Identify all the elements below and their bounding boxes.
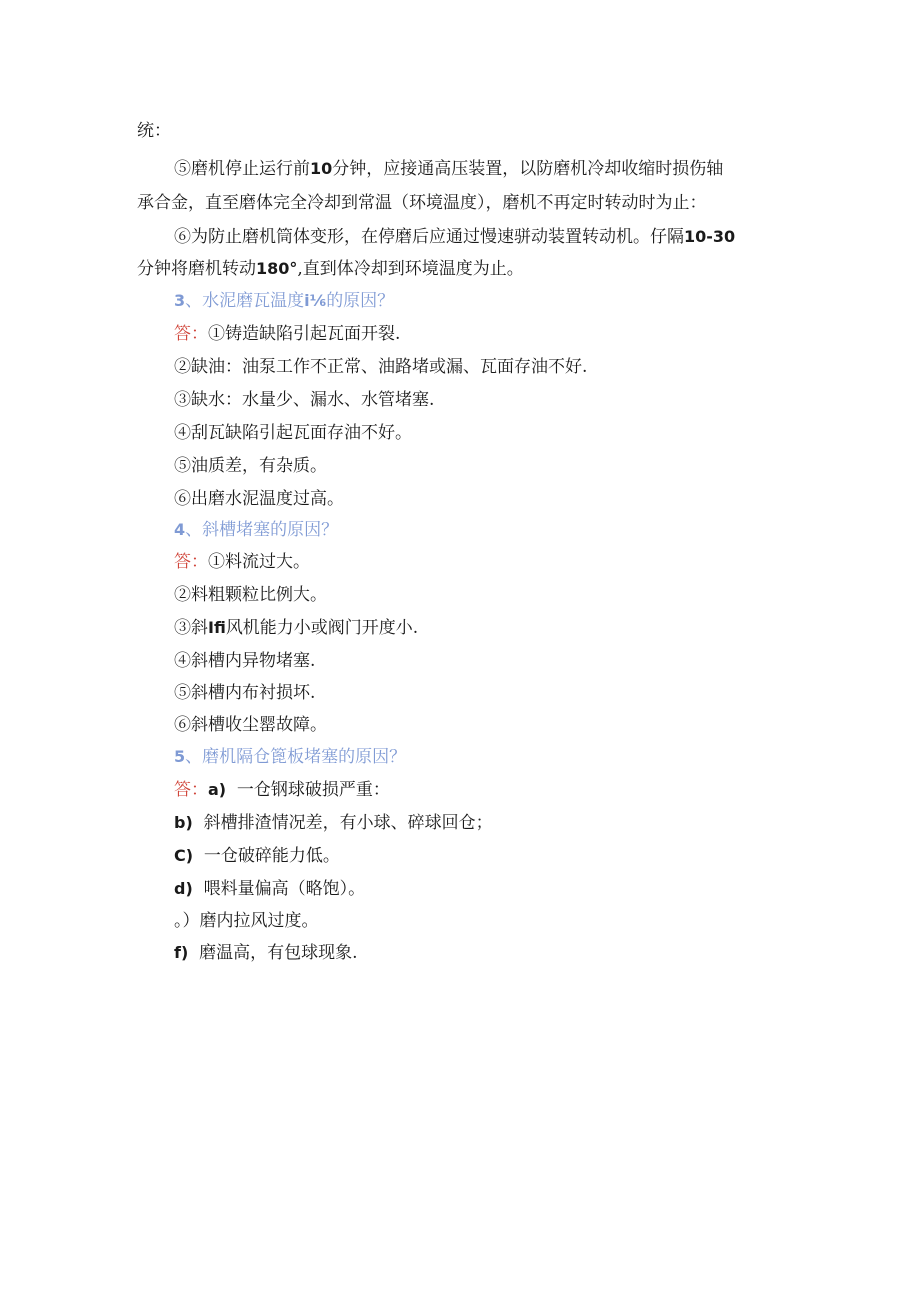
answer-item: ⑥斜槽收尘罂故障。 — [174, 715, 327, 735]
answer-line — [174, 323, 400, 345]
question-heading-5 — [174, 746, 406, 768]
text-fragment: ⑤磨机停止运行前 — [174, 159, 310, 179]
answer-line — [174, 551, 310, 573]
answer-item: ②缺油：油泵工作不正常、油路堵或漏、瓦面存油不好. — [174, 357, 588, 377]
answer-item: 一仓钢球破损严重： — [236, 780, 390, 800]
answer-item: ③斜 — [174, 618, 208, 638]
answer-label: 答： — [174, 552, 208, 572]
answer-line — [174, 682, 315, 704]
answer-line — [174, 942, 358, 964]
text-fragment: 分钟，应接通高压装置，以防磨机冷却收缩时损伤轴 — [332, 159, 724, 179]
answer-line — [174, 422, 412, 444]
answer-line — [174, 878, 365, 900]
text-fragment: ⑥为防止磨机筒体变形，在停磨后应通过慢速骈动装置转动机。仔隔 — [174, 227, 684, 247]
answer-item: 一仓破碎能力低。 — [203, 846, 340, 866]
answer-item: 斜槽排渣情况差，有小球、碎球回仓； — [203, 813, 493, 833]
text-line — [174, 158, 723, 180]
answer-label: 答： — [174, 324, 208, 344]
answer-item: 磨温高，有包球现象. — [199, 943, 358, 963]
answer-item: ④刮瓦缺陷引起瓦面存油不好。 — [174, 423, 412, 443]
answer-item: ⑤斜槽内布衬损坏. — [174, 683, 316, 703]
question-number: 5 — [174, 747, 186, 766]
garbled-fragment: Ifi — [208, 618, 226, 637]
answer-line — [174, 779, 390, 801]
answer-item: ②料粗颗粒比例大。 — [174, 585, 327, 605]
list-marker: b) — [174, 813, 193, 832]
answer-line — [174, 650, 315, 672]
answer-line — [174, 356, 587, 378]
garbled-fragment: i⅙ — [304, 291, 327, 310]
text-line — [137, 258, 524, 280]
number-fragment: 180° — [256, 259, 298, 278]
text-fragment: 分钟将磨机转动 — [137, 259, 256, 279]
answer-line — [174, 584, 327, 606]
list-marker: d) — [174, 879, 193, 898]
list-marker: f) — [174, 943, 189, 962]
question-number: 4 — [174, 520, 186, 539]
answer-line — [174, 389, 434, 411]
answer-item: ⑤油质差，有杂质。 — [174, 456, 327, 476]
number-fragment: 10 — [310, 159, 333, 178]
text-fragment: 统： — [137, 121, 171, 141]
answer-item: ③缺水：水量少、漏水、水管堵塞. — [174, 390, 435, 410]
question-heading-4 — [174, 519, 338, 541]
question-text: 、水泥磨瓦温度 — [185, 291, 305, 311]
answer-line — [174, 617, 418, 639]
question-heading-3 — [174, 290, 394, 312]
answer-item: 。）磨内拉风过度。 — [174, 911, 319, 931]
answer-line — [174, 845, 340, 867]
answer-line — [174, 488, 344, 510]
answer-item: ⑥出磨水泥温度过高。 — [174, 489, 344, 509]
answer-item: 风机能力小或阀门开度小. — [225, 618, 419, 638]
question-text: 、斜槽堵塞的原因？ — [185, 520, 339, 540]
number-fragment: 10-30 — [684, 227, 736, 246]
answer-line — [174, 455, 327, 477]
answer-item: 喂料量偏高（略饱）。 — [203, 879, 366, 899]
list-marker: C) — [174, 846, 194, 865]
answer-line — [174, 714, 327, 736]
answer-line — [174, 910, 319, 932]
answer-item: ④斜槽内异物堵塞. — [174, 651, 316, 671]
text-line — [137, 192, 707, 214]
list-marker: a) — [208, 780, 227, 799]
text-fragment: 承合金，直至磨体完全冷却到常温（环境温度），磨机不再定时转动时为止： — [137, 193, 707, 213]
text-fragment: ,直到体冷却到环境温度为止。 — [297, 259, 524, 279]
answer-line — [174, 812, 493, 834]
question-text-tail: 的原因？ — [326, 291, 395, 311]
answer-label: 答： — [174, 780, 208, 800]
question-number: 3 — [174, 291, 186, 310]
text-line — [137, 120, 171, 142]
question-text: 、磨机隔仓篦板堵塞的原因？ — [185, 747, 407, 767]
text-line — [174, 226, 735, 248]
answer-item: ①铸造缺陷引起瓦面开裂. — [208, 324, 401, 344]
answer-item: ①料流过大。 — [208, 552, 310, 572]
